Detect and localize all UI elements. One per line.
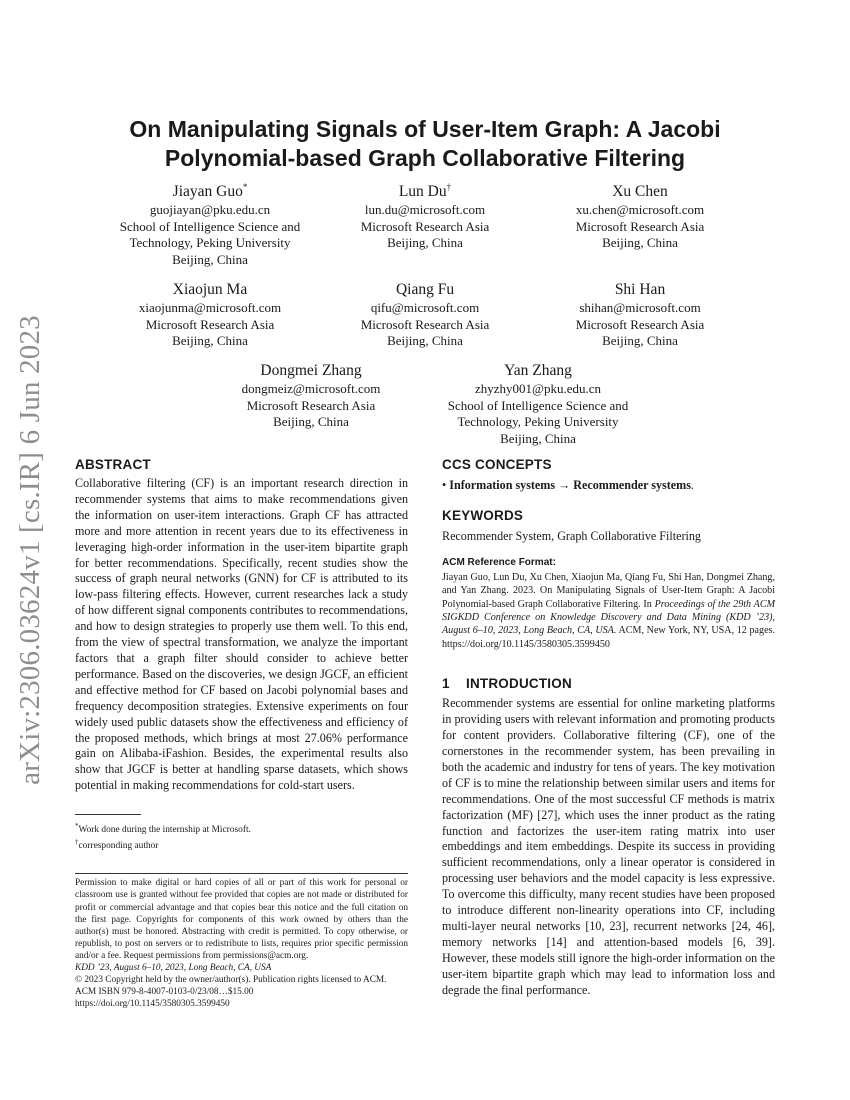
- permission-rule: [75, 873, 408, 874]
- author-block: [305, 182, 545, 252]
- author-location: Beijing, China: [172, 333, 248, 348]
- author-block: [191, 361, 431, 431]
- acm-reference-heading: ACM Reference Format:: [442, 556, 556, 568]
- keywords-heading: KEYWORDS: [442, 507, 524, 523]
- author-email: shihan@microsoft.com: [579, 300, 701, 315]
- introduction-heading: 1 INTRODUCTION: [442, 676, 572, 692]
- author-email: xu.chen@microsoft.com: [575, 202, 705, 217]
- arrow-icon: →: [558, 478, 571, 492]
- author-name: Qiang Fu: [395, 281, 455, 298]
- author-affiliation: Microsoft Research Asia: [575, 218, 705, 234]
- isbn-line: ACM ISBN 979-8-4007-0103-0/23/08…$15.00: [75, 987, 254, 998]
- author-email: lun.du@microsoft.com: [364, 202, 486, 217]
- keywords-text: Recommender System, Graph Collaborative Filtering: [442, 528, 701, 543]
- author-name: Jiayan Guo: [172, 183, 243, 200]
- acm-reference-proceedings: Proceedings of the 29th ACM SIGKDD Conference on Knowledge Discovery and Data Mining (KDD ’23), August 6–10, 2023, Long Beach, CA, USA.: [442, 598, 775, 637]
- abstract-text: Collaborative filtering (CF) is an important research direction in recommender systems that aims to make recommendations given the information on user-item interactions. Graph CF has attracted more and more attention in recent years due to its effectiveness in leveraging high-order information in the user-item bipartite graph for better recommendations. Specifically, recent studies show the success of graph neural networks (GNN) for CF is attributed to its low-pass filtering effects. However, current researches lack a study of how different signal components contributes to recommendations, and how to design strategies to properly use them well. To this end, from the view of spectral transformation, we analyze the important factors that a graph filter should consider to achieve better performance. Based on the discoveries, we design JGCF, an efficient and effective method for CF based on Jacobi polynomial bases and frequency decomposition strategies. Extensive experiments on four widely used public datasets show the effectiveness and efficiency of the proposed methods, which brings at most 27.06% performance gain on Alibaba-iFashion. Besides, the experimental results also show that JGCF is better at handling sparse datasets, which shows potential in making recommendations for cold-start users.: [75, 476, 408, 793]
- author-affiliation: School of Intelligence Science and: [119, 218, 301, 234]
- footnote-mark: †: [75, 838, 79, 847]
- ccs-bullet: •: [442, 478, 447, 492]
- author-affiliation: Microsoft Research Asia: [145, 316, 275, 332]
- conference-venue: KDD ’23, August 6–10, 2023, Long Beach, CA, USA: [75, 963, 272, 974]
- author-email: guojiayan@pku.edu.cn: [149, 202, 271, 217]
- author-block: [520, 280, 760, 350]
- author-block: [305, 280, 545, 350]
- ccs-item-2: Recommender systems: [573, 478, 691, 492]
- footnote-1: *Work done during the internship at Microsoft.: [75, 822, 251, 836]
- footnote-mark: *: [75, 822, 79, 831]
- author-affiliation: Microsoft Research Asia: [246, 397, 376, 413]
- author-affiliation: Microsoft Research Asia: [360, 218, 490, 234]
- author-block: [520, 182, 760, 252]
- paper-title: [75, 115, 775, 173]
- permission-notice: Permission to make digital or hard copies of all or part of this work for personal or classroom use is granted without fee provided that copies are not made or distributed for profit or commercial advantage and that copies bear this notice and the full citation on the first page. Copyrights for components of this work owned by others than the author(s) must be honored. Abstracting with credit is permitted. To copy otherwise, or republish, to post on servers or to redistribute to lists, requires prior specific permission and/or a fee. Request permissions from permissions@acm.org.: [75, 878, 408, 961]
- author-name: Yan Zhang: [504, 362, 572, 379]
- left-column: [75, 456, 408, 1010]
- author-email: dongmeiz@microsoft.com: [241, 381, 381, 396]
- author-location: Beijing, China: [387, 235, 463, 250]
- title-line-1: On Manipulating Signals of User-Item Graph: A Jacobi: [129, 116, 721, 142]
- author-block: [90, 280, 330, 350]
- author-location: Beijing, China: [172, 251, 248, 267]
- author-location: Beijing, China: [387, 333, 463, 348]
- copyright-line: © 2023 Copyright held by the owner/author(s). Publication rights licensed to ACM.: [75, 975, 387, 986]
- introduction-text: Recommender systems are essential for online marketing platforms in providing users with relevant information and promoting products for content providers. Collaborative filtering (CF), one of the cornerstones in the recommender system, has been prevailing in both the academic and industry for tens of years. The key motivation of CF is to mine the relationship between similar users and items for recommendations. One of the most successful CF methods is matrix factorization (MF) [27], which uses the inner product as the rating function and factorizes the user-item rating matrix into user embeddings and item embeddings. Despite its success in providing sufficient recommendations, only a linear operator is considered in processing user behaviors and the model capacity is less expressive. To overcome this difficulty, many recent studies have been proposed to introduce different non-linearity operations into CF, including multi-layer neural networks [10, 23], recurrent networks [24, 46], memory networks [14] and attention-based models [6, 39]. However, these models still ignore the high-order information on the user-item bipartite graph which may lead to information loss and degrade the final performance.: [442, 696, 775, 997]
- author-affiliation: Microsoft Research Asia: [360, 316, 490, 332]
- footnote-2: †corresponding author: [75, 838, 159, 852]
- author-affiliation: School of Intelligence Science and: [447, 397, 629, 413]
- right-column: [442, 456, 775, 998]
- author-name: Xu Chen: [612, 183, 668, 200]
- author-footnote-mark: *: [242, 181, 248, 192]
- author-name: Xiaojun Ma: [172, 281, 248, 298]
- arxiv-identifier-stamp: arXiv:2306.03624v1 [cs.IR] 6 Jun 2023: [14, 315, 46, 785]
- author-email: xiaojunma@microsoft.com: [138, 300, 282, 315]
- author-block: [418, 361, 658, 447]
- author-affiliation: Technology, Peking University: [129, 235, 291, 250]
- author-footnote-mark: †: [446, 181, 452, 192]
- ccs-item-1: Information systems: [449, 478, 556, 492]
- author-name: Dongmei Zhang: [260, 362, 362, 379]
- abstract-heading: ABSTRACT: [75, 457, 151, 472]
- section-number: 1: [442, 676, 450, 692]
- author-email: zhyzhy001@pku.edu.cn: [474, 381, 602, 396]
- author-name: Shi Han: [614, 281, 666, 298]
- footnote-rule: [75, 814, 141, 815]
- author-location: Beijing, China: [602, 235, 678, 250]
- ccs-concepts-line: • Information systems → Recommender systems.: [442, 478, 694, 492]
- acm-reference-text: Jiayan Guo, Lun Du, Xu Chen, Xiaojun Ma, Qiang Fu, Shi Han, Dongmei Zhang, and Yan Zhang. 2023. On Manipulating Signals of User-Item Graph: A Jacobi Polynomial-based Graph Collaborative Filtering. In Proceedings of the 29th ACM SIGKDD Conference on Knowledge Discovery and Data Mining (KDD ’23), August 6–10, 2023, Long Beach, CA, USA. ACM, New York, NY, USA, 12 pages. https://doi.org/10.1145/3580305.3599450: [442, 571, 776, 650]
- author-affiliation: Microsoft Research Asia: [575, 316, 705, 332]
- title-line-2: Polynomial-based Graph Collaborative Filtering: [164, 145, 686, 171]
- author-affiliation: Technology, Peking University: [457, 414, 619, 429]
- author-location: Beijing, China: [500, 430, 576, 446]
- doi-line[interactable]: https://doi.org/10.1145/3580305.3599450: [75, 999, 230, 1010]
- author-name: Lun Du: [398, 183, 447, 200]
- author-location: Beijing, China: [273, 414, 349, 429]
- author-email: qifu@microsoft.com: [370, 300, 480, 315]
- ccs-heading: CCS CONCEPTS: [442, 457, 552, 472]
- author-block: [90, 182, 330, 268]
- author-location: Beijing, China: [602, 333, 678, 348]
